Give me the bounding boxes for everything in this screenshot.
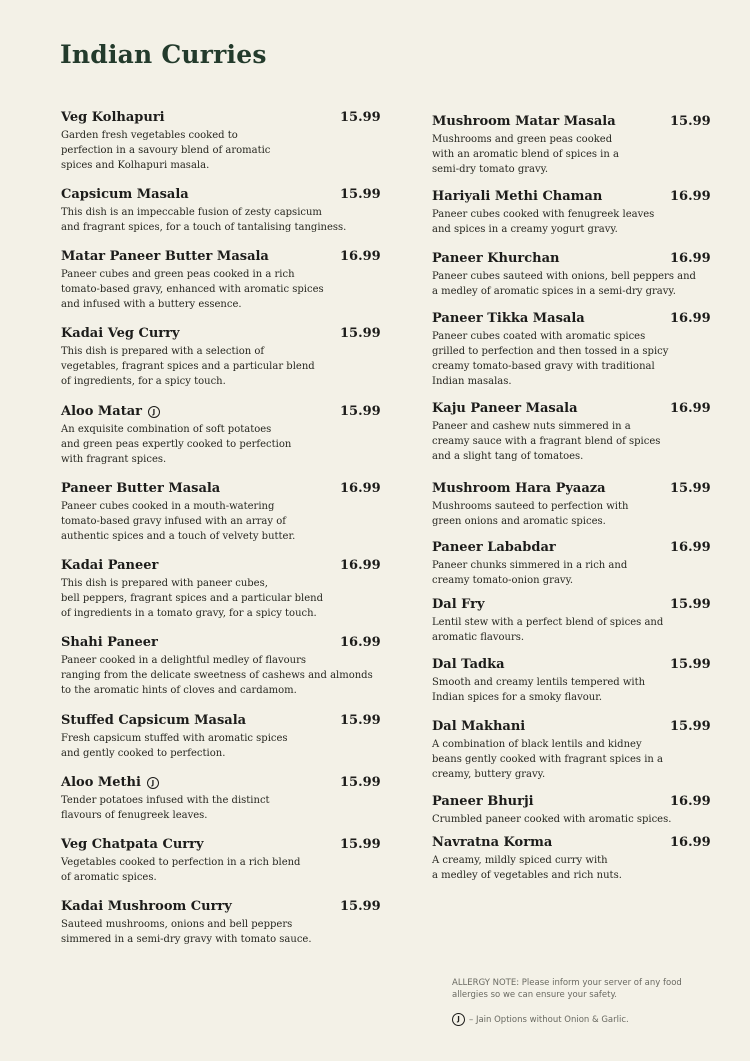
description-line: Paneer cubes sauteed with onions, bell peppers and bbox=[432, 271, 696, 282]
menu-item-name-text: Matar Paneer Butter Masala bbox=[61, 249, 269, 264]
description-line: Paneer and cashew nuts simmered in a bbox=[432, 421, 631, 432]
description-line: and a slight tang of tomatoes. bbox=[432, 451, 584, 462]
menu-item-description bbox=[432, 558, 712, 588]
menu-item-description bbox=[61, 499, 381, 544]
description-line: of ingredients in a tomato gravy, for a spicy touch. bbox=[61, 608, 317, 619]
menu-item-description bbox=[61, 422, 381, 467]
description-line: Mushrooms sauteed to perfection with bbox=[432, 501, 629, 512]
menu-item bbox=[61, 110, 381, 173]
menu-item bbox=[61, 404, 381, 467]
description-line: of aromatic spices. bbox=[61, 872, 157, 883]
description-line: Paneer cubes and green peas cooked in a rich bbox=[61, 269, 295, 280]
menu-item-price: 15.99 bbox=[340, 187, 381, 202]
menu-item-price: 16.99 bbox=[670, 401, 711, 416]
menu-item-price: 16.99 bbox=[340, 635, 381, 650]
description-line: spices and Kolhapuri masala. bbox=[61, 160, 210, 171]
menu-item bbox=[432, 481, 712, 529]
menu-item-name bbox=[61, 775, 381, 791]
menu-item-name-text: Veg Kolhapuri bbox=[61, 110, 165, 125]
description-line: This dish is prepared with paneer cubes, bbox=[61, 578, 268, 589]
description-line: with an aromatic blend of spices in a bbox=[432, 149, 619, 160]
menu-item bbox=[61, 558, 381, 621]
menu-item-price: 15.99 bbox=[340, 110, 381, 125]
menu-item-name-text: Shahi Paneer bbox=[61, 635, 158, 650]
description-line: and infused with a buttery essence. bbox=[61, 299, 242, 310]
menu-item-description bbox=[61, 344, 381, 389]
description-line: An exquisite combination of soft potatoes bbox=[61, 424, 272, 435]
description-line: simmered in a semi-dry gravy with tomato sauce. bbox=[61, 934, 312, 945]
jain-icon: J bbox=[452, 1013, 465, 1026]
menu-item-name-text: Kaju Paneer Masala bbox=[432, 401, 578, 416]
menu-item-name bbox=[61, 899, 381, 915]
page-title: Indian Curries bbox=[60, 40, 267, 69]
menu-item-price: 16.99 bbox=[340, 481, 381, 496]
menu-item-name bbox=[61, 481, 381, 497]
description-line: authentic spices and a touch of velvety butter. bbox=[61, 531, 296, 542]
description-line: Paneer cubes cooked with fenugreek leaves bbox=[432, 209, 655, 220]
menu-item-name-text: Paneer Butter Masala bbox=[61, 481, 221, 496]
menu-item bbox=[432, 794, 712, 827]
description-line: with fragrant spices. bbox=[61, 454, 167, 465]
menu-item-description bbox=[432, 853, 712, 883]
description-line: Garden fresh vegetables cooked to bbox=[61, 130, 238, 141]
menu-item-name-text: Kadai Mushroom Curry bbox=[61, 899, 232, 914]
menu-item-description bbox=[61, 855, 381, 885]
menu-item-price: 15.99 bbox=[340, 713, 381, 728]
menu-item-price: 15.99 bbox=[340, 775, 381, 790]
description-line: This dish is prepared with a selection of bbox=[61, 346, 265, 357]
menu-item-name bbox=[61, 558, 381, 574]
description-line: a medley of aromatic spices in a semi-dry gravy. bbox=[432, 286, 676, 297]
jain-legend-text: – Jain Options without Onion & Garlic. bbox=[469, 1014, 629, 1025]
menu-item bbox=[61, 481, 381, 544]
menu-item bbox=[432, 657, 712, 705]
menu-item-name-text: Dal Fry bbox=[432, 597, 485, 612]
menu-item-price: 15.99 bbox=[340, 899, 381, 914]
menu-item-description bbox=[432, 329, 712, 389]
menu-item-description bbox=[432, 812, 712, 827]
menu-item-price: 15.99 bbox=[670, 657, 711, 672]
menu-item-price: 15.99 bbox=[670, 719, 711, 734]
menu-item-name-text: Aloo Matar bbox=[61, 404, 142, 419]
menu-item bbox=[432, 835, 712, 883]
menu-item-name-text: Capsicum Masala bbox=[61, 187, 189, 202]
jain-icon: J bbox=[147, 777, 159, 789]
menu-item-description bbox=[61, 793, 381, 823]
menu-item-price: 15.99 bbox=[340, 404, 381, 419]
menu-item-description bbox=[432, 207, 712, 237]
description-line: perfection in a savoury blend of aromatic bbox=[61, 145, 271, 156]
menu-item bbox=[61, 837, 381, 885]
menu-item bbox=[432, 114, 712, 177]
description-line: Paneer cubes coated with aromatic spices bbox=[432, 331, 646, 342]
menu-item-description bbox=[61, 731, 381, 761]
menu-item-price: 16.99 bbox=[670, 540, 711, 555]
menu-item bbox=[61, 326, 381, 389]
description-line: This dish is an impeccable fusion of zesty capsicum bbox=[61, 207, 322, 218]
description-line: and green peas expertly cooked to perfection bbox=[61, 439, 292, 450]
description-line: and spices in a creamy yogurt gravy. bbox=[432, 224, 618, 235]
menu-item-price: 15.99 bbox=[670, 597, 711, 612]
menu-item-price: 16.99 bbox=[670, 835, 711, 850]
menu-item-name bbox=[61, 187, 381, 203]
menu-item-description bbox=[432, 269, 712, 299]
menu-item bbox=[61, 775, 381, 823]
menu-item-description bbox=[61, 653, 381, 698]
description-line: ranging from the delicate sweetness of cashews and almonds bbox=[61, 670, 373, 681]
menu-item-name-text: Dal Tadka bbox=[432, 657, 505, 672]
description-line: bell peppers, fragrant spices and a particular blend bbox=[61, 593, 323, 604]
menu-item-price: 15.99 bbox=[340, 837, 381, 852]
menu-item-name-text: Paneer Bhurji bbox=[432, 794, 534, 809]
menu-item-name-text: Kadai Veg Curry bbox=[61, 326, 180, 341]
menu-item-name-text: Stuffed Capsicum Masala bbox=[61, 713, 247, 728]
description-line: and fragrant spices, for a touch of tantalising tanginess. bbox=[61, 222, 347, 233]
description-line: creamy sauce with a fragrant blend of spices bbox=[432, 436, 661, 447]
menu-item bbox=[61, 899, 381, 947]
menu-item-name-text: Aloo Methi bbox=[61, 775, 141, 790]
menu-item-price: 16.99 bbox=[670, 794, 711, 809]
menu-item bbox=[61, 187, 381, 235]
menu-item bbox=[432, 189, 712, 237]
menu-item-name-text: Paneer Khurchan bbox=[432, 251, 560, 266]
menu-item-name-text: Paneer Lababdar bbox=[432, 540, 556, 555]
menu-item-description bbox=[432, 737, 712, 782]
description-line: flavours of fenugreek leaves. bbox=[61, 810, 208, 821]
menu-item-description bbox=[61, 576, 381, 621]
description-line: tomato-based gravy infused with an array of bbox=[61, 516, 286, 527]
menu-item bbox=[61, 713, 381, 761]
description-line: A creamy, mildly spiced curry with bbox=[432, 855, 608, 866]
menu-item bbox=[61, 635, 381, 698]
menu-item bbox=[432, 540, 712, 588]
description-line: grilled to perfection and then tossed in a spicy bbox=[432, 346, 669, 357]
menu-item-name-text: Mushroom Hara Pyaaza bbox=[432, 481, 606, 496]
description-line: tomato-based gravy, enhanced with aromatic spices bbox=[61, 284, 324, 295]
menu-item bbox=[432, 311, 712, 389]
menu-item-price: 15.99 bbox=[670, 481, 711, 496]
description-line: a medley of vegetables and rich nuts. bbox=[432, 870, 622, 881]
description-line: creamy tomato-based gravy with traditional bbox=[432, 361, 655, 372]
menu-item-name-text: Mushroom Matar Masala bbox=[432, 114, 616, 129]
description-line: vegetables, fragrant spices and a particular blend bbox=[61, 361, 315, 372]
description-line: creamy, buttery gravy. bbox=[432, 769, 546, 780]
description-line: semi-dry tomato gravy. bbox=[432, 164, 549, 175]
menu-item-name-text: Veg Chatpata Curry bbox=[61, 837, 204, 852]
menu-item-description bbox=[61, 205, 381, 235]
description-line: Paneer cubes cooked in a mouth-watering bbox=[61, 501, 275, 512]
menu-item-description bbox=[61, 128, 381, 173]
menu-item-name bbox=[61, 635, 381, 651]
menu-item-name bbox=[61, 326, 381, 342]
description-line: aromatic flavours. bbox=[432, 632, 525, 643]
description-line: to the aromatic hints of cloves and cardamom. bbox=[61, 685, 297, 696]
menu-item-price: 16.99 bbox=[340, 249, 381, 264]
menu-item-name bbox=[61, 110, 381, 126]
menu-item bbox=[432, 251, 712, 299]
menu-item-description bbox=[61, 917, 381, 947]
menu-item-description bbox=[61, 267, 381, 312]
menu-item-name-text: Hariyali Methi Chaman bbox=[432, 189, 603, 204]
description-line: Paneer cooked in a delightful medley of flavours bbox=[61, 655, 307, 666]
menu-item-name-text: Kadai Paneer bbox=[61, 558, 159, 573]
menu-item-price: 16.99 bbox=[670, 251, 711, 266]
menu-item-name-text: Navratna Korma bbox=[432, 835, 553, 850]
menu-item-price: 16.99 bbox=[670, 311, 711, 326]
description-line: creamy tomato-onion gravy. bbox=[432, 575, 574, 586]
description-line: Lentil stew with a perfect blend of spices and bbox=[432, 617, 664, 628]
menu-item-price: 16.99 bbox=[340, 558, 381, 573]
menu-item-price: 16.99 bbox=[670, 189, 711, 204]
jain-icon: J bbox=[148, 406, 160, 418]
menu-item-name bbox=[61, 404, 381, 420]
menu-item bbox=[432, 597, 712, 645]
jain-legend bbox=[452, 1013, 629, 1026]
menu-item-price: 15.99 bbox=[340, 326, 381, 341]
menu-item-name bbox=[61, 837, 381, 853]
menu-item bbox=[432, 719, 712, 782]
description-line: Fresh capsicum stuffed with aromatic spices bbox=[61, 733, 288, 744]
menu-item-description bbox=[432, 675, 712, 705]
menu-item bbox=[432, 401, 712, 464]
menu-item bbox=[61, 249, 381, 312]
description-line: A combination of black lentils and kidney bbox=[432, 739, 642, 750]
description-line: Paneer chunks simmered in a rich and bbox=[432, 560, 628, 571]
menu-item-name-text: Dal Makhani bbox=[432, 719, 526, 734]
description-line: green onions and aromatic spices. bbox=[432, 516, 606, 527]
description-line: beans gently cooked with fragrant spices in a bbox=[432, 754, 663, 765]
description-line: Vegetables cooked to perfection in a rich blend bbox=[61, 857, 301, 868]
description-line: Indian spices for a smoky flavour. bbox=[432, 692, 603, 703]
menu-item-name bbox=[61, 713, 381, 729]
description-line: of ingredients, for a spicy touch. bbox=[61, 376, 226, 387]
description-line: Mushrooms and green peas cooked bbox=[432, 134, 613, 145]
description-line: Indian masalas. bbox=[432, 376, 512, 387]
menu-item-description bbox=[432, 499, 712, 529]
description-line: Crumbled paneer cooked with aromatic spices. bbox=[432, 814, 672, 825]
description-line: and gently cooked to perfection. bbox=[61, 748, 226, 759]
menu-item-name-text: Paneer Tikka Masala bbox=[432, 311, 585, 326]
menu-item-description bbox=[432, 419, 712, 464]
allergy-note: ALLERGY NOTE: Please inform your server of any food allergies so we can ensure your safety. bbox=[452, 978, 682, 1000]
menu-item-description bbox=[432, 615, 712, 645]
description-line: Tender potatoes infused with the distinct bbox=[61, 795, 270, 806]
menu-item-price: 15.99 bbox=[670, 114, 711, 129]
description-line: Sauteed mushrooms, onions and bell peppers bbox=[61, 919, 293, 930]
description-line: Smooth and creamy lentils tempered with bbox=[432, 677, 646, 688]
menu-item-name bbox=[61, 249, 381, 265]
menu-item-description bbox=[432, 132, 712, 177]
